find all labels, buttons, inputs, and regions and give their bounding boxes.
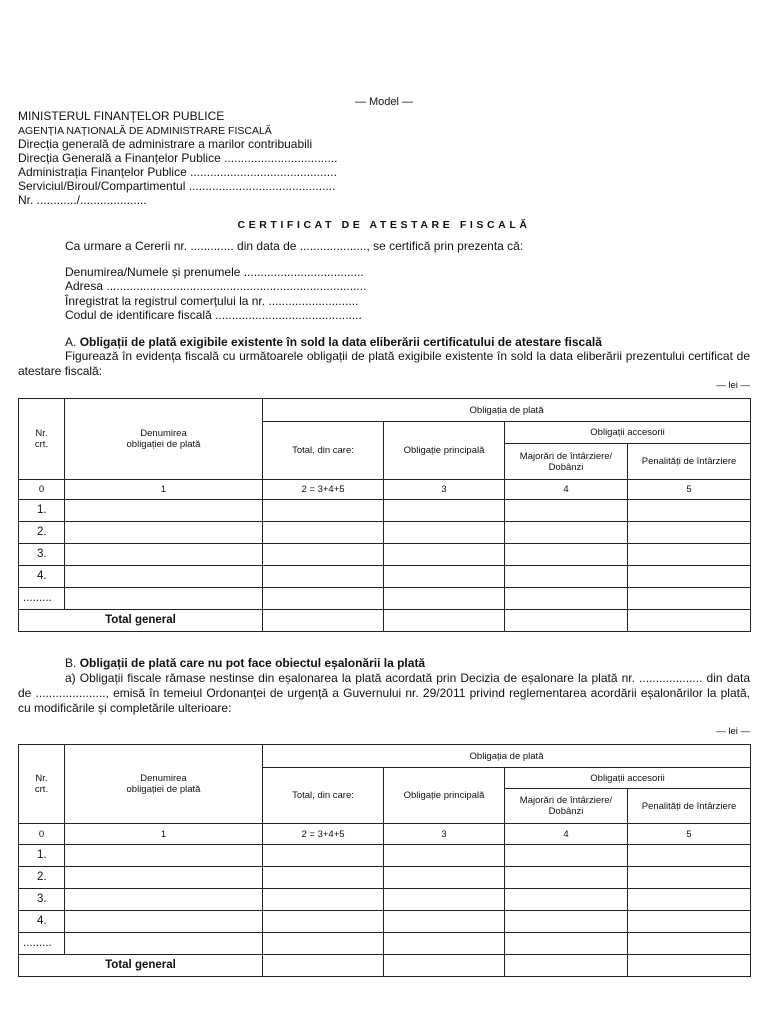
- table-cell[interactable]: [505, 544, 628, 566]
- ministry-name: MINISTERUL FINANȚELOR PUBLICE: [18, 109, 225, 123]
- table-cell[interactable]: [384, 588, 505, 610]
- table-cell[interactable]: [263, 867, 384, 889]
- total-general-label: Total general: [19, 610, 263, 632]
- table-row: [19, 845, 751, 867]
- table-cell[interactable]: [505, 955, 628, 977]
- table-cell[interactable]: [628, 544, 751, 566]
- section-b-paragraph: a) Obligații fiscale rămase nestinse din eșalonarea la plată acordată prin Decizia de eșalonare la plată nr. ................... din data de ....................., emisă în temeiul Ordonanței de urgență a Guvernului nr. 29/2011 privind reglementarea acordării eșalonărilor la plată, cu modificările și completările ulterioare:: [18, 671, 750, 715]
- table-cell[interactable]: [263, 522, 384, 544]
- section-b-title: [65, 656, 425, 670]
- column-number: 0: [19, 824, 65, 845]
- table-cell[interactable]: [628, 955, 751, 977]
- header-penalitati: Penalități de întârziere: [628, 444, 751, 480]
- table-cell[interactable]: [263, 500, 384, 522]
- table-cell[interactable]: [505, 500, 628, 522]
- column-number: 1: [65, 480, 263, 500]
- table-row: [19, 889, 751, 911]
- table-cell[interactable]: [65, 588, 263, 610]
- field-address: Adresa ..............................................................................: [65, 279, 367, 293]
- row-number: 1.: [19, 500, 65, 522]
- table-cell[interactable]: [505, 889, 628, 911]
- column-number: 0: [19, 480, 65, 500]
- section-a-title: [65, 335, 602, 349]
- header-accesorii: Obligații accesorii: [505, 422, 751, 444]
- table-cell[interactable]: [263, 610, 384, 632]
- table-cell[interactable]: [263, 933, 384, 955]
- row-number: .........: [19, 933, 65, 955]
- row-number: 2.: [19, 867, 65, 889]
- intro-text: Ca urmare a Cererii nr. ............. din data de ...................., se certifică prin prezenta că:: [65, 239, 524, 253]
- table-cell[interactable]: [263, 955, 384, 977]
- table-cell[interactable]: [65, 911, 263, 933]
- document-number: Nr. ............/....................: [18, 193, 147, 207]
- table-cell[interactable]: [505, 566, 628, 588]
- table-cell[interactable]: [65, 933, 263, 955]
- table-row: [19, 544, 751, 566]
- table-cell[interactable]: [628, 845, 751, 867]
- table-cell[interactable]: [505, 522, 628, 544]
- table-cell[interactable]: [384, 933, 505, 955]
- section-b-prefix: B.: [65, 656, 77, 670]
- currency-note-b: — lei —: [716, 726, 750, 737]
- header-total: Total, din care:: [263, 422, 384, 480]
- column-number: 2 = 3+4+5: [263, 824, 384, 845]
- row-number: 4.: [19, 911, 65, 933]
- header-principala: Obligație principală: [384, 422, 505, 480]
- header-denumirea: Denumirea obligației de plată: [65, 399, 263, 480]
- table-cell[interactable]: [263, 566, 384, 588]
- section-a-heading: Obligații de plată exigibile existente în sold la data eliberării certificatului de atestare fiscală: [79, 335, 602, 349]
- table-cell[interactable]: [505, 867, 628, 889]
- table-cell[interactable]: [263, 544, 384, 566]
- row-number: 2.: [19, 522, 65, 544]
- table-cell[interactable]: [384, 522, 505, 544]
- row-number: 4.: [19, 566, 65, 588]
- section-b-heading: Obligații de plată care nu pot face obiectul eșalonării la plată: [79, 656, 426, 670]
- table-cell[interactable]: [65, 566, 263, 588]
- table-cell[interactable]: [65, 544, 263, 566]
- row-number: 3.: [19, 889, 65, 911]
- table-cell[interactable]: [384, 845, 505, 867]
- table-cell[interactable]: [384, 955, 505, 977]
- column-number: 1: [65, 824, 263, 845]
- table-cell[interactable]: [505, 588, 628, 610]
- table-row: [19, 588, 751, 610]
- table-cell[interactable]: [628, 588, 751, 610]
- header-denumirea: Denumirea obligației de plată: [65, 745, 263, 824]
- header-penalitati: Penalități de întârziere: [628, 789, 751, 824]
- table-cell[interactable]: [65, 867, 263, 889]
- header-obligatia: Obligația de plată: [263, 745, 751, 768]
- header-nr-crt: Nr. crt.: [19, 399, 65, 480]
- field-registry: Înregistrat la registrul comerțului la nr. ...........................: [65, 294, 359, 308]
- obligations-table-b: [18, 744, 751, 977]
- total-general-label: Total general: [19, 955, 263, 977]
- header-majorari: Majorări de întârziere/ Dobânzi: [505, 789, 628, 824]
- table-cell[interactable]: [505, 933, 628, 955]
- header-accesorii: Obligații accesorii: [505, 768, 751, 789]
- table-cell[interactable]: [384, 566, 505, 588]
- table-row: [19, 867, 751, 889]
- table-cell[interactable]: [628, 867, 751, 889]
- column-number: 5: [628, 824, 751, 845]
- table-cell[interactable]: [384, 544, 505, 566]
- table-cell[interactable]: [263, 911, 384, 933]
- table-cell[interactable]: [628, 911, 751, 933]
- table-cell[interactable]: [628, 522, 751, 544]
- table-cell[interactable]: [263, 588, 384, 610]
- column-number: 4: [505, 480, 628, 500]
- table-row: [19, 566, 751, 588]
- table-row: [19, 933, 751, 955]
- section-a-paragraph: Figurează în evidența fiscală cu următoarele obligații de plată exigibile existente în sold la data eliberării prezentului certificat de atestare fiscală:: [18, 349, 750, 378]
- total-row: [19, 955, 751, 977]
- table-cell[interactable]: [263, 845, 384, 867]
- table-cell[interactable]: [65, 500, 263, 522]
- table-cell[interactable]: [384, 889, 505, 911]
- table-cell[interactable]: [384, 911, 505, 933]
- table-cell[interactable]: [628, 500, 751, 522]
- table-cell[interactable]: [65, 845, 263, 867]
- table-cell[interactable]: [628, 610, 751, 632]
- table-cell[interactable]: [505, 911, 628, 933]
- field-fiscal-code: Codul de identificare fiscală ............................................: [65, 308, 362, 322]
- table-cell[interactable]: [263, 889, 384, 911]
- direction-general: Direcția Generală a Finanțelor Publice ..................................: [18, 151, 338, 165]
- header-majorari: Majorări de întârziere/ Dobânzi: [505, 444, 628, 480]
- section-a-prefix: A.: [65, 335, 77, 349]
- table-cell[interactable]: [65, 522, 263, 544]
- header-principala: Obligație principală: [384, 768, 505, 824]
- column-number: 2 = 3+4+5: [263, 480, 384, 500]
- row-number: 3.: [19, 544, 65, 566]
- field-name: Denumirea/Numele și prenumele ....................................: [65, 265, 364, 279]
- table-row: [19, 500, 751, 522]
- table-cell[interactable]: [628, 933, 751, 955]
- header-total: Total, din care:: [263, 768, 384, 824]
- total-row: [19, 610, 751, 632]
- row-number: .........: [19, 588, 65, 610]
- table-row: [19, 522, 751, 544]
- column-number: 3: [384, 480, 505, 500]
- agency-name: AGENȚIA NAȚIONALĂ DE ADMINISTRARE FISCALĂ: [18, 125, 272, 137]
- currency-note-a: — lei —: [716, 380, 750, 391]
- header-obligatia: Obligația de plată: [263, 399, 751, 422]
- column-number: 5: [628, 480, 751, 500]
- direction-large-taxpayers: Direcția generală de administrare a marilor contribuabili: [18, 137, 313, 151]
- table-cell[interactable]: [384, 867, 505, 889]
- column-number: 3: [384, 824, 505, 845]
- obligations-table-a: [18, 398, 751, 632]
- table-cell[interactable]: [65, 889, 263, 911]
- service-office: Serviciul/Biroul/Compartimentul ............................................: [18, 179, 336, 193]
- table-cell[interactable]: [384, 500, 505, 522]
- column-number: 4: [505, 824, 628, 845]
- table-cell[interactable]: [384, 610, 505, 632]
- table-row: [19, 911, 751, 933]
- table-cell[interactable]: [505, 845, 628, 867]
- table-cell[interactable]: [628, 889, 751, 911]
- header-nr-crt: Nr. crt.: [19, 745, 65, 824]
- public-finance-administration: Administrația Finanțelor Publice ............................................: [18, 165, 337, 179]
- model-label: — Model —: [354, 96, 414, 108]
- certificate-title: CERTIFICAT DE ATESTARE FISCALĂ: [237, 219, 531, 231]
- table-cell[interactable]: [628, 566, 751, 588]
- row-number: 1.: [19, 845, 65, 867]
- table-cell[interactable]: [505, 610, 628, 632]
